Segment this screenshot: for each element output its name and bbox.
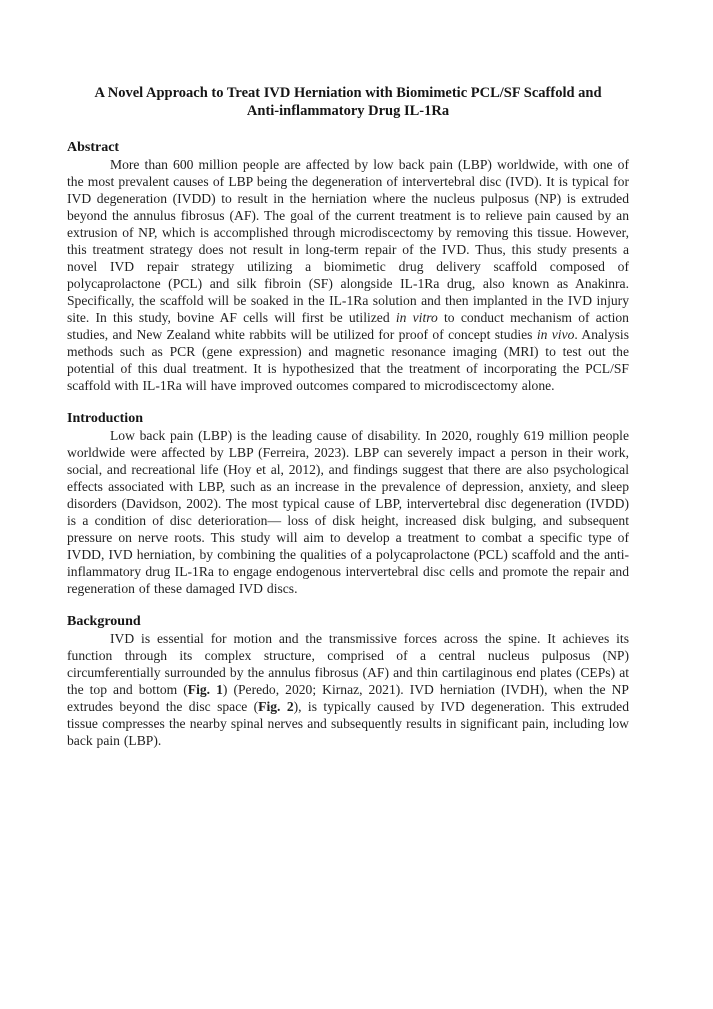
abstract-text-2: to conduct mechanism of action studies, and New Zealand white rabbits will be utilized for proof of concept studies — [67, 310, 629, 342]
background-paragraph — [67, 630, 629, 749]
abstract-heading: Abstract — [67, 140, 120, 155]
introduction-heading: Introduction — [67, 411, 143, 426]
background-heading: Background — [67, 614, 141, 629]
background-text-1: IVD is essential for motion and the transmissive forces across the spine. It achieves its function through its complex structure, comprised of a central nucleus pulposus (NP) circumferentially surrounded by the annulus fibrosus (AF) and thin cartilaginous end plates (CEPs) at the top and bottom ( — [67, 631, 629, 697]
paper-title-line-1: A Novel Approach to Treat IVD Herniation with Biomimetic PCL/SF Scaffold and — [94, 85, 602, 101]
background-fig1-reference: Fig. 1 — [187, 682, 223, 697]
abstract-text-1: More than 600 million people are affected by low back pain (LBP) worldwide, with one of the most prevalent causes of LBP being the degeneration of intervertebral disc (IVD). It is typical for IVD degeneration (IVDD) to result in the herniation where the nucleus pulposus (NP) is extruded beyond the annulus fibrosus (AF). The goal of the current treatment is to relieve pain caused by an extrusion of NP, which is accomplished through microdiscectomy by removing this tissue. However, this treatment strategy does not result in long-term repair of the IVD. Thus, this study presents a novel IVD repair strategy utilizing a biomimetic drug delivery scaffold composed of polycaprolactone (PCL) and silk fibroin (SF) alongside IL-1Ra drug, also known as Anakinra. Specifically, the scaffold will be soaked in the IL-1Ra solution and then implanted in the IVD injury site. In this study, bovine AF cells will first be utilized — [67, 157, 629, 325]
paper-title — [67, 84, 629, 120]
section-introduction — [67, 410, 629, 597]
background-fig2-reference: Fig. 2 — [258, 699, 294, 714]
abstract-text-3: . Analysis methods such as PCR (gene expression) and magnetic resonance imaging (MRI) to test out the potential of this dual treatment. It is hypothesized that the treatment of incorporating the PCL/SF scaffold with IL-1Ra will have improved outcomes compared to microdiscectomy alone. — [67, 327, 629, 393]
section-background — [67, 613, 629, 749]
background-text-2: ) (Peredo, 2020; Kirnaz, 2021). IVD herniation (IVDH), when the NP extrudes beyond the disc space ( — [67, 682, 629, 714]
abstract-italic-in-vitro: in vitro — [395, 310, 438, 325]
section-abstract — [67, 139, 629, 394]
page-content — [67, 84, 629, 749]
abstract-italic-in-vivo: in vivo — [536, 327, 575, 342]
abstract-paragraph — [67, 156, 629, 394]
introduction-paragraph: Low back pain (LBP) is the leading cause of disability. In 2020, roughly 619 million people worldwide were affected by LBP (Ferreira, 2023). LBP can severely impact a person in their work, social, and recreational life (Hoy et al, 2012), and findings suggest that there are also psychological effects associated with LBP, such as an increase in the prevalence of depression, anxiety, and sleep disorders (Davidson, 2002). The most typical cause of LBP, intervertebral disc degeneration (IVDD) is a condition of disc deterioration— loss of disk height, increased disk bulging, and subsequent pressure on nerve roots. This study will aim to develop a treatment to combat a specific type of IVDD, IVD herniation, by combining the qualities of a polycaprolactone (PCL) scaffold and the anti-inflammatory drug IL-1Ra to engage endogenous intervertebral disc cells and promote the repair and regeneration of these damaged IVD discs. — [67, 428, 629, 596]
paper-title-line-2: Anti-inflammatory Drug IL-1Ra — [246, 103, 450, 119]
background-text-3: ), is typically caused by IVD degeneration. This extruded tissue compresses the nearby spinal nerves and subsequently results in significant pain, including low back pain (LBP). — [67, 699, 629, 748]
